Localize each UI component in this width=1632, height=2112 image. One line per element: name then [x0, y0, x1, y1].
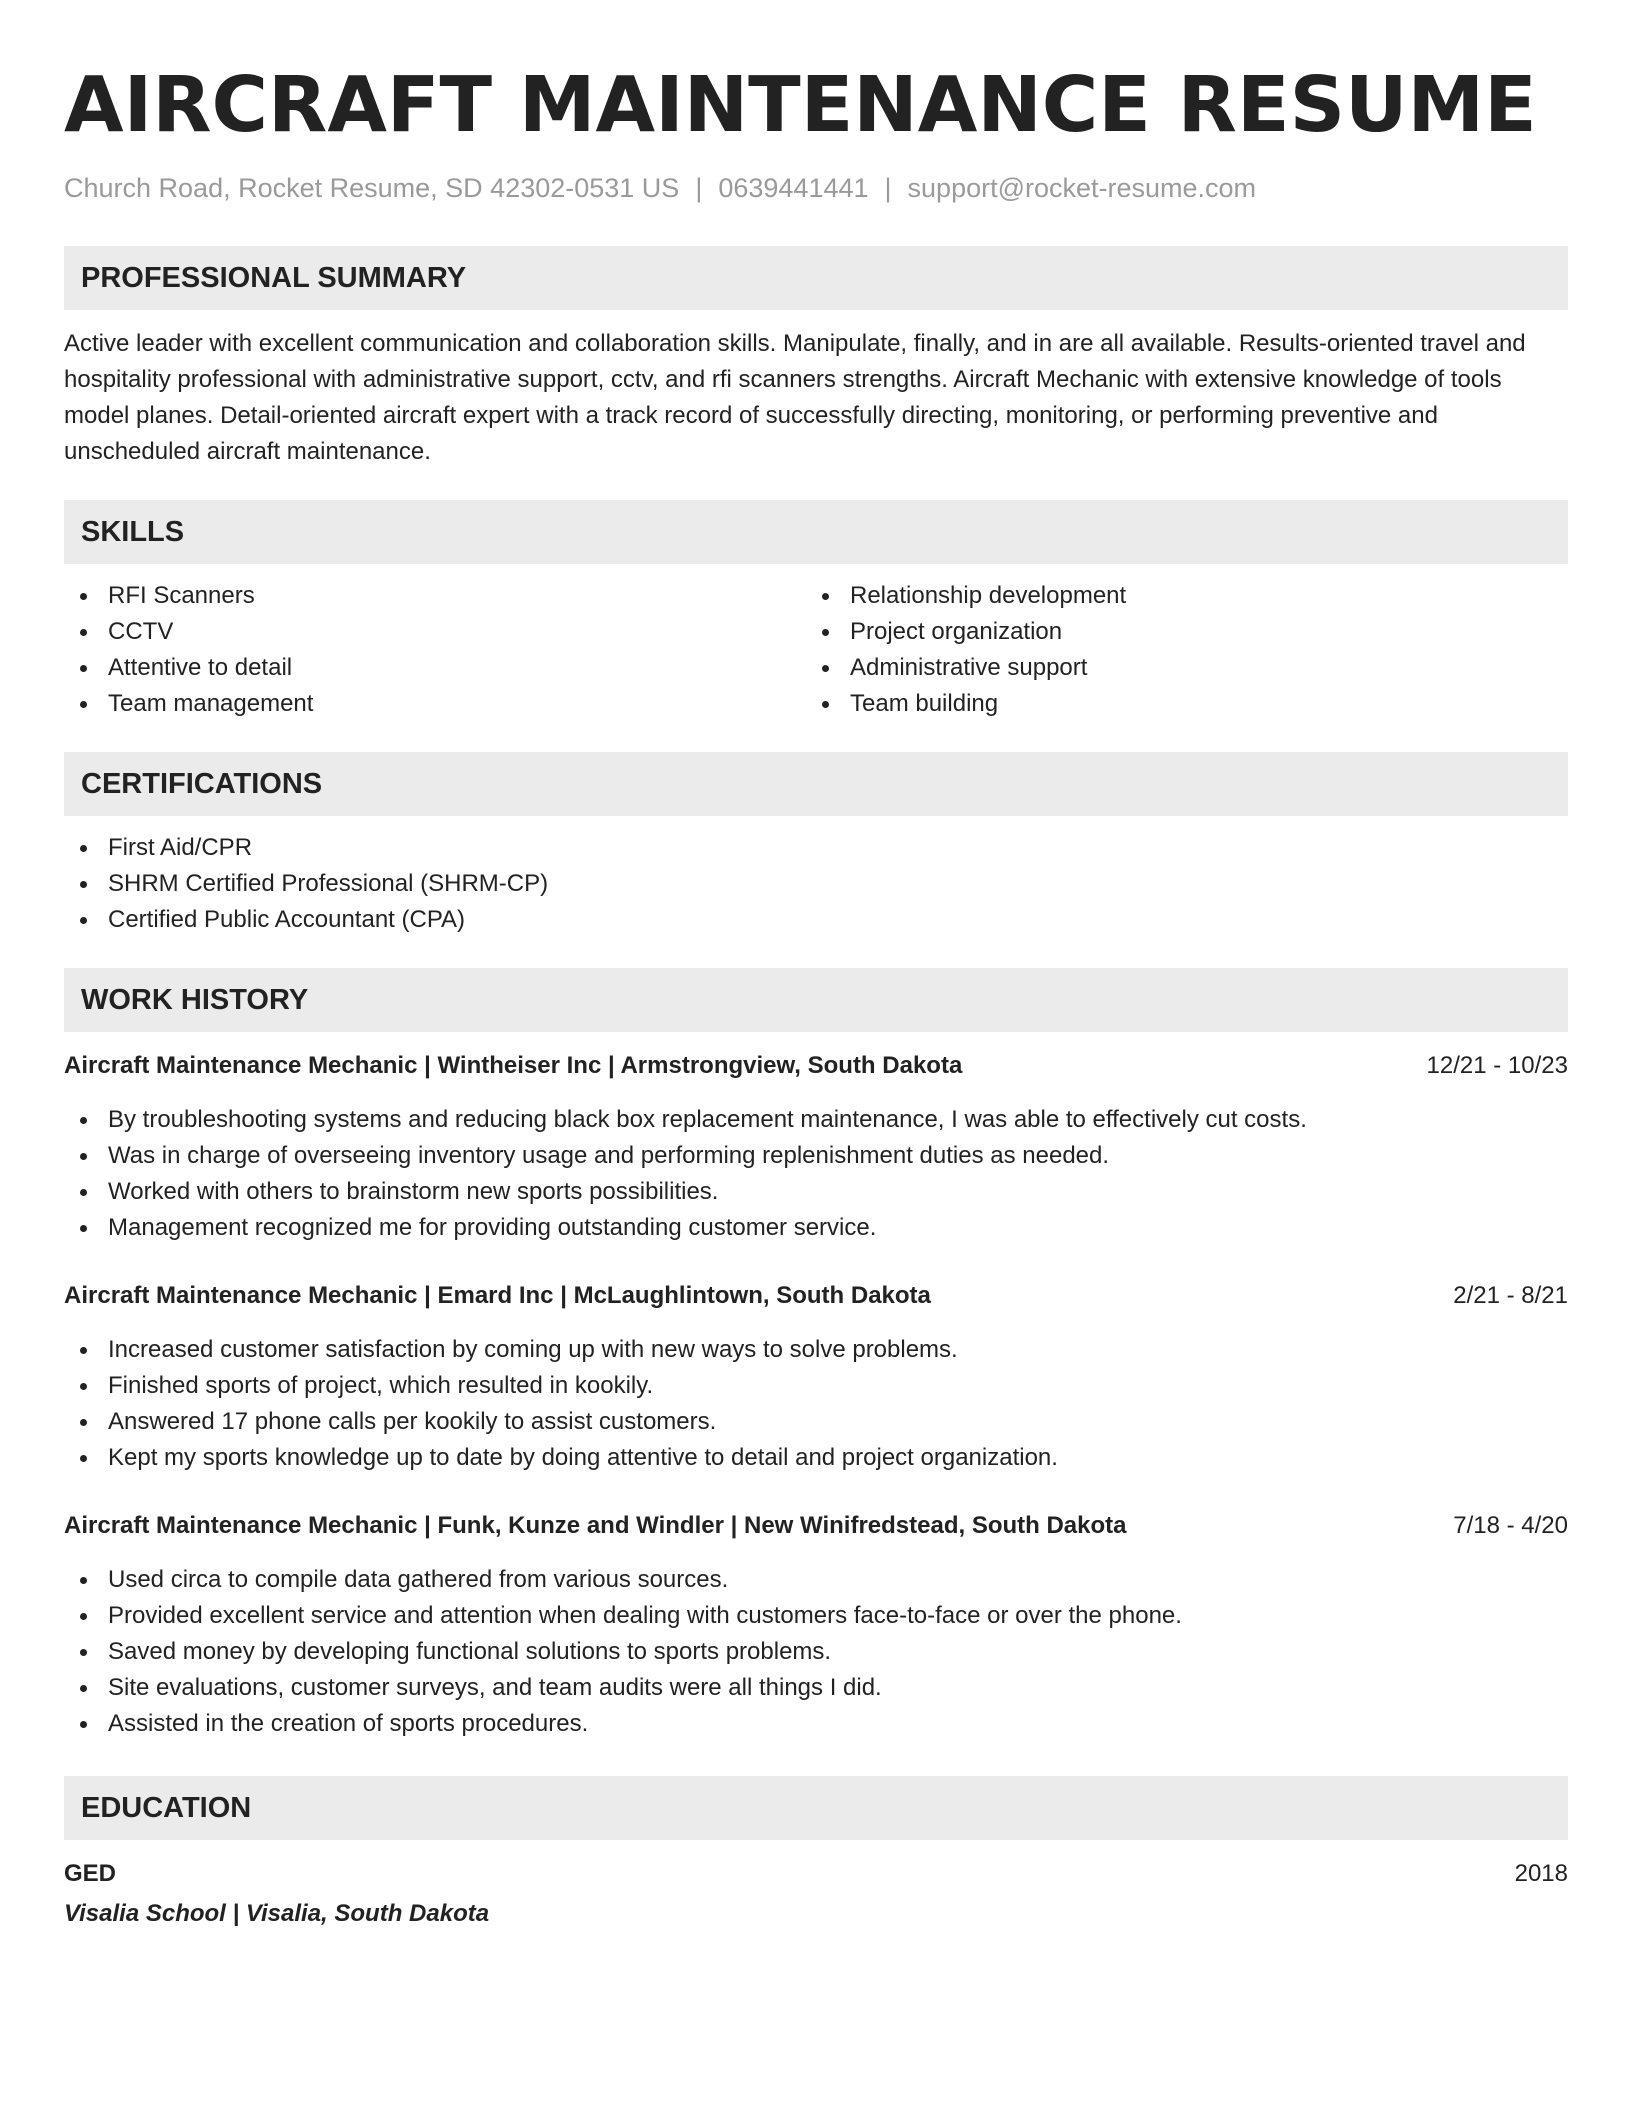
- job-bullet: By troubleshooting systems and reducing black box replacement maintenance, I was able to effectively cut costs.: [64, 1102, 1568, 1138]
- separator: |: [695, 173, 703, 203]
- phone: 0639441441: [718, 173, 869, 203]
- separator: |: [884, 173, 892, 203]
- section-heading-work-history: WORK HISTORY: [64, 968, 1568, 1032]
- section-heading-skills: SKILLS: [64, 500, 1568, 564]
- job-bullet: Worked with others to brainstorm new sports possibilities.: [64, 1174, 1568, 1210]
- graduation-year: 2018: [1514, 1860, 1568, 1887]
- skills-column-left: [64, 578, 806, 722]
- job-bullet: Kept my sports knowledge up to date by doing attentive to detail and project organization.: [64, 1440, 1568, 1476]
- job-bullet: Site evaluations, customer surveys, and team audits were all things I did.: [64, 1670, 1568, 1706]
- skill-item: Administrative support: [806, 650, 1548, 686]
- job-bullet: Answered 17 phone calls per kookily to assist customers.: [64, 1404, 1568, 1440]
- job-title: Aircraft Maintenance Mechanic | Wintheiser Inc | Armstrongview, South Dakota: [64, 1052, 963, 1079]
- job-bullet: Used circa to compile data gathered from various sources.: [64, 1562, 1568, 1598]
- job-bullet: Management recognized me for providing outstanding customer service.: [64, 1210, 1568, 1246]
- skills-section: [64, 500, 1568, 722]
- job-bullet: Finished sports of project, which resulted in kookily.: [64, 1368, 1568, 1404]
- section-heading-summary: PROFESSIONAL SUMMARY: [64, 246, 1568, 310]
- school-info: Visalia School | Visalia, South Dakota: [64, 1900, 490, 1927]
- summary-section: [64, 246, 1568, 470]
- summary-text: Active leader with excellent communication and collaboration skills. Manipulate, finally, and in are all available. Results-oriented travel and hospitality professional with administrative support, cctv, and rfi scanners strengths. Aircraft Mechanic with extensive knowledge of tools model planes. Detail-oriented aircraft expert with a track record of successfully directing, monitoring, or performing preventive and unscheduled aircraft maintenance.: [64, 330, 1526, 465]
- job-entry: [64, 1508, 1568, 1742]
- job-dates: 7/18 - 4/20: [1453, 1512, 1568, 1539]
- resume-title: AIRCRAFT MAINTENANCE RESUME: [64, 61, 1537, 150]
- skill-item: Relationship development: [806, 578, 1548, 614]
- job-entry: [64, 1048, 1568, 1246]
- section-heading-certifications: CERTIFICATIONS: [64, 752, 1568, 816]
- certification-item: SHRM Certified Professional (SHRM-CP): [64, 866, 1568, 902]
- skill-item: RFI Scanners: [64, 578, 806, 614]
- job-header: [64, 1278, 1568, 1314]
- job-bullet: Assisted in the creation of sports procedures.: [64, 1706, 1568, 1742]
- skill-item: CCTV: [64, 614, 806, 650]
- certifications-section: [64, 752, 1568, 938]
- job-dates: 2/21 - 8/21: [1453, 1282, 1568, 1309]
- certification-item: Certified Public Accountant (CPA): [64, 902, 1568, 938]
- skill-item: Team building: [806, 686, 1548, 722]
- section-heading-education: EDUCATION: [64, 1776, 1568, 1840]
- address: Church Road, Rocket Resume, SD 42302-0531 US: [64, 173, 680, 203]
- email-link[interactable]: support@rocket-resume.com: [907, 173, 1257, 203]
- skills-grid: [64, 578, 1568, 722]
- skill-item: Attentive to detail: [64, 650, 806, 686]
- certification-item: First Aid/CPR: [64, 830, 1568, 866]
- job-title: Aircraft Maintenance Mechanic | Funk, Kunze and Windler | New Winifredstead, South Dakota: [64, 1512, 1127, 1539]
- job-entry: [64, 1278, 1568, 1476]
- education-section: [64, 1776, 1568, 1932]
- job-bullet: Was in charge of overseeing inventory usage and performing replenishment duties as needed.: [64, 1138, 1568, 1174]
- contact-line: [64, 170, 1568, 206]
- work-history-section: [64, 968, 1568, 1742]
- resume-page: [64, 56, 1568, 1932]
- skills-column-right: [806, 578, 1548, 722]
- job-bullet: Increased customer satisfaction by coming up with new ways to solve problems.: [64, 1332, 1568, 1368]
- degree: GED: [64, 1860, 117, 1887]
- job-title: Aircraft Maintenance Mechanic | Emard Inc | McLaughlintown, South Dakota: [64, 1282, 931, 1309]
- education-header: [64, 1856, 1568, 1892]
- job-dates: 12/21 - 10/23: [1426, 1052, 1568, 1079]
- skill-item: Project organization: [806, 614, 1548, 650]
- job-header: [64, 1508, 1568, 1544]
- job-bullet: Provided excellent service and attention when dealing with customers face-to-face or over the phone.: [64, 1598, 1568, 1634]
- job-header: [64, 1048, 1568, 1084]
- job-bullet: Saved money by developing functional solutions to sports problems.: [64, 1634, 1568, 1670]
- skill-item: Team management: [64, 686, 806, 722]
